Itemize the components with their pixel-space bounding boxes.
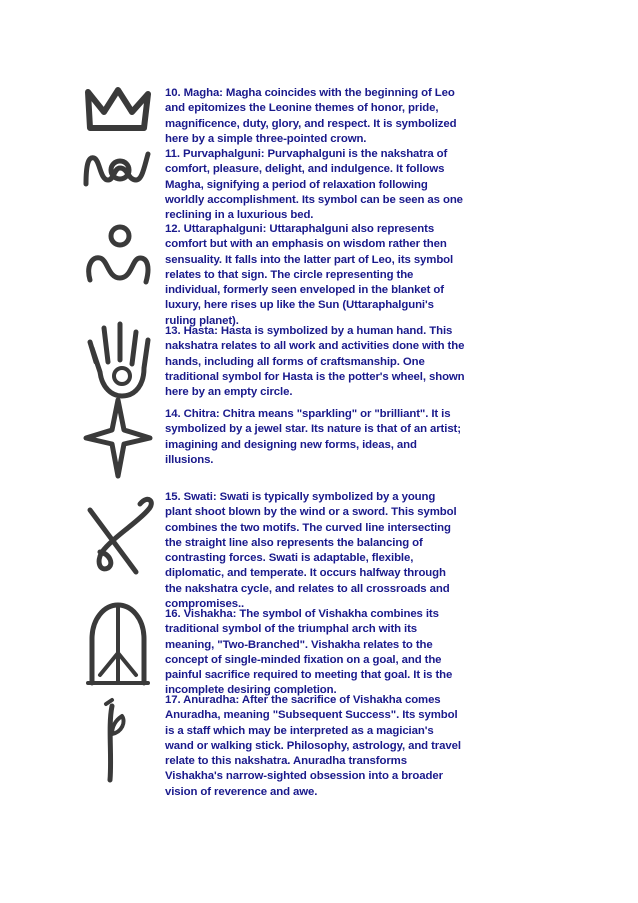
star-icon [82,396,154,480]
entry-text: 12. Uttaraphalguni: Uttaraphalguni also represents comfort but with an emphasis on wisdom rather then sensuality. It falls into the latter part of Leo, its symbol relates to that sign. The circle representing the individual, formerly seen enveloped in the blanket of luxury, here rises up like the Sun (Uttaraphalguni's ruling planet). [165,223,454,327]
triumphal-arch-icon [82,603,154,685]
entry-text: 15. Swati: Swati is typically symbolized by a young plant shoot blown by the wind or a sword. This symbol combines the two motifs. The curved line intersecting the straight line also represents the balancing of contrasting forces. Swati is adaptable, flexible, diplomatic, and temperate. It occurs halfway through the nakshatra cycle, and relates to all crossroads and compromises.. [165,491,457,611]
rising-sun-icon [82,222,154,288]
hand-icon [82,318,154,400]
entry-text: 17. Anuradha: After the sacrifice of Vishakha comes Anuradha, meaning "Subsequent Success". Its symbol is a staff which may be interpreted as a magician's wand or walking stick. Philosophy, astrology, and travel relate to this nakshatra. Anuradha transforms Vishakha's narrow-sighted obsession into a broader vision of reverence and awe. [165,694,461,798]
staff-icon [82,696,154,782]
bed-icon [82,146,154,196]
entry-text: 16. Vishakha: The symbol of Vishakha combines its traditional symbol of the triumphal arch with its meaning, "Two-Branched". Vishakha relates to the concept of single-minded fixation on a goal, and the painful sacrifice required to meeting that goal. It is the incomplete desiring completion. [165,608,453,697]
entry-text: 10. Magha: Magha coincides with the beginning of Leo and epitomizes the Leonine themes of honor, pride, magnificence, duty, glory, and respect. It is symbolized here by a simple three-pointed crown. [165,87,457,145]
entry-text: 13. Hasta: Hasta is symbolized by a human hand. This nakshatra relates to all work and activities done with the hands, including all forms of craftsmanship. One traditional symbol for Hasta is the potter's wheel, shown here by an empty circle. [165,325,465,399]
plant-shoot-sword-icon [82,492,154,576]
crown-icon [82,84,154,134]
entry-text: 11. Purvaphalguni: Purvaphalguni is the nakshatra of comfort, pleasure, delight, and indulgence. It follows Magha, signifying a period of relaxation following worldly accomplishment. Its symbol can be seen as one reclining in a luxurious bed. [165,148,463,222]
entry-text: 14. Chitra: Chitra means "sparkling" or "brilliant". It is symbolized by a jewel star. Its nature is that of an artist; imagining and designing new forms, ideas, and illusions. [165,408,461,466]
